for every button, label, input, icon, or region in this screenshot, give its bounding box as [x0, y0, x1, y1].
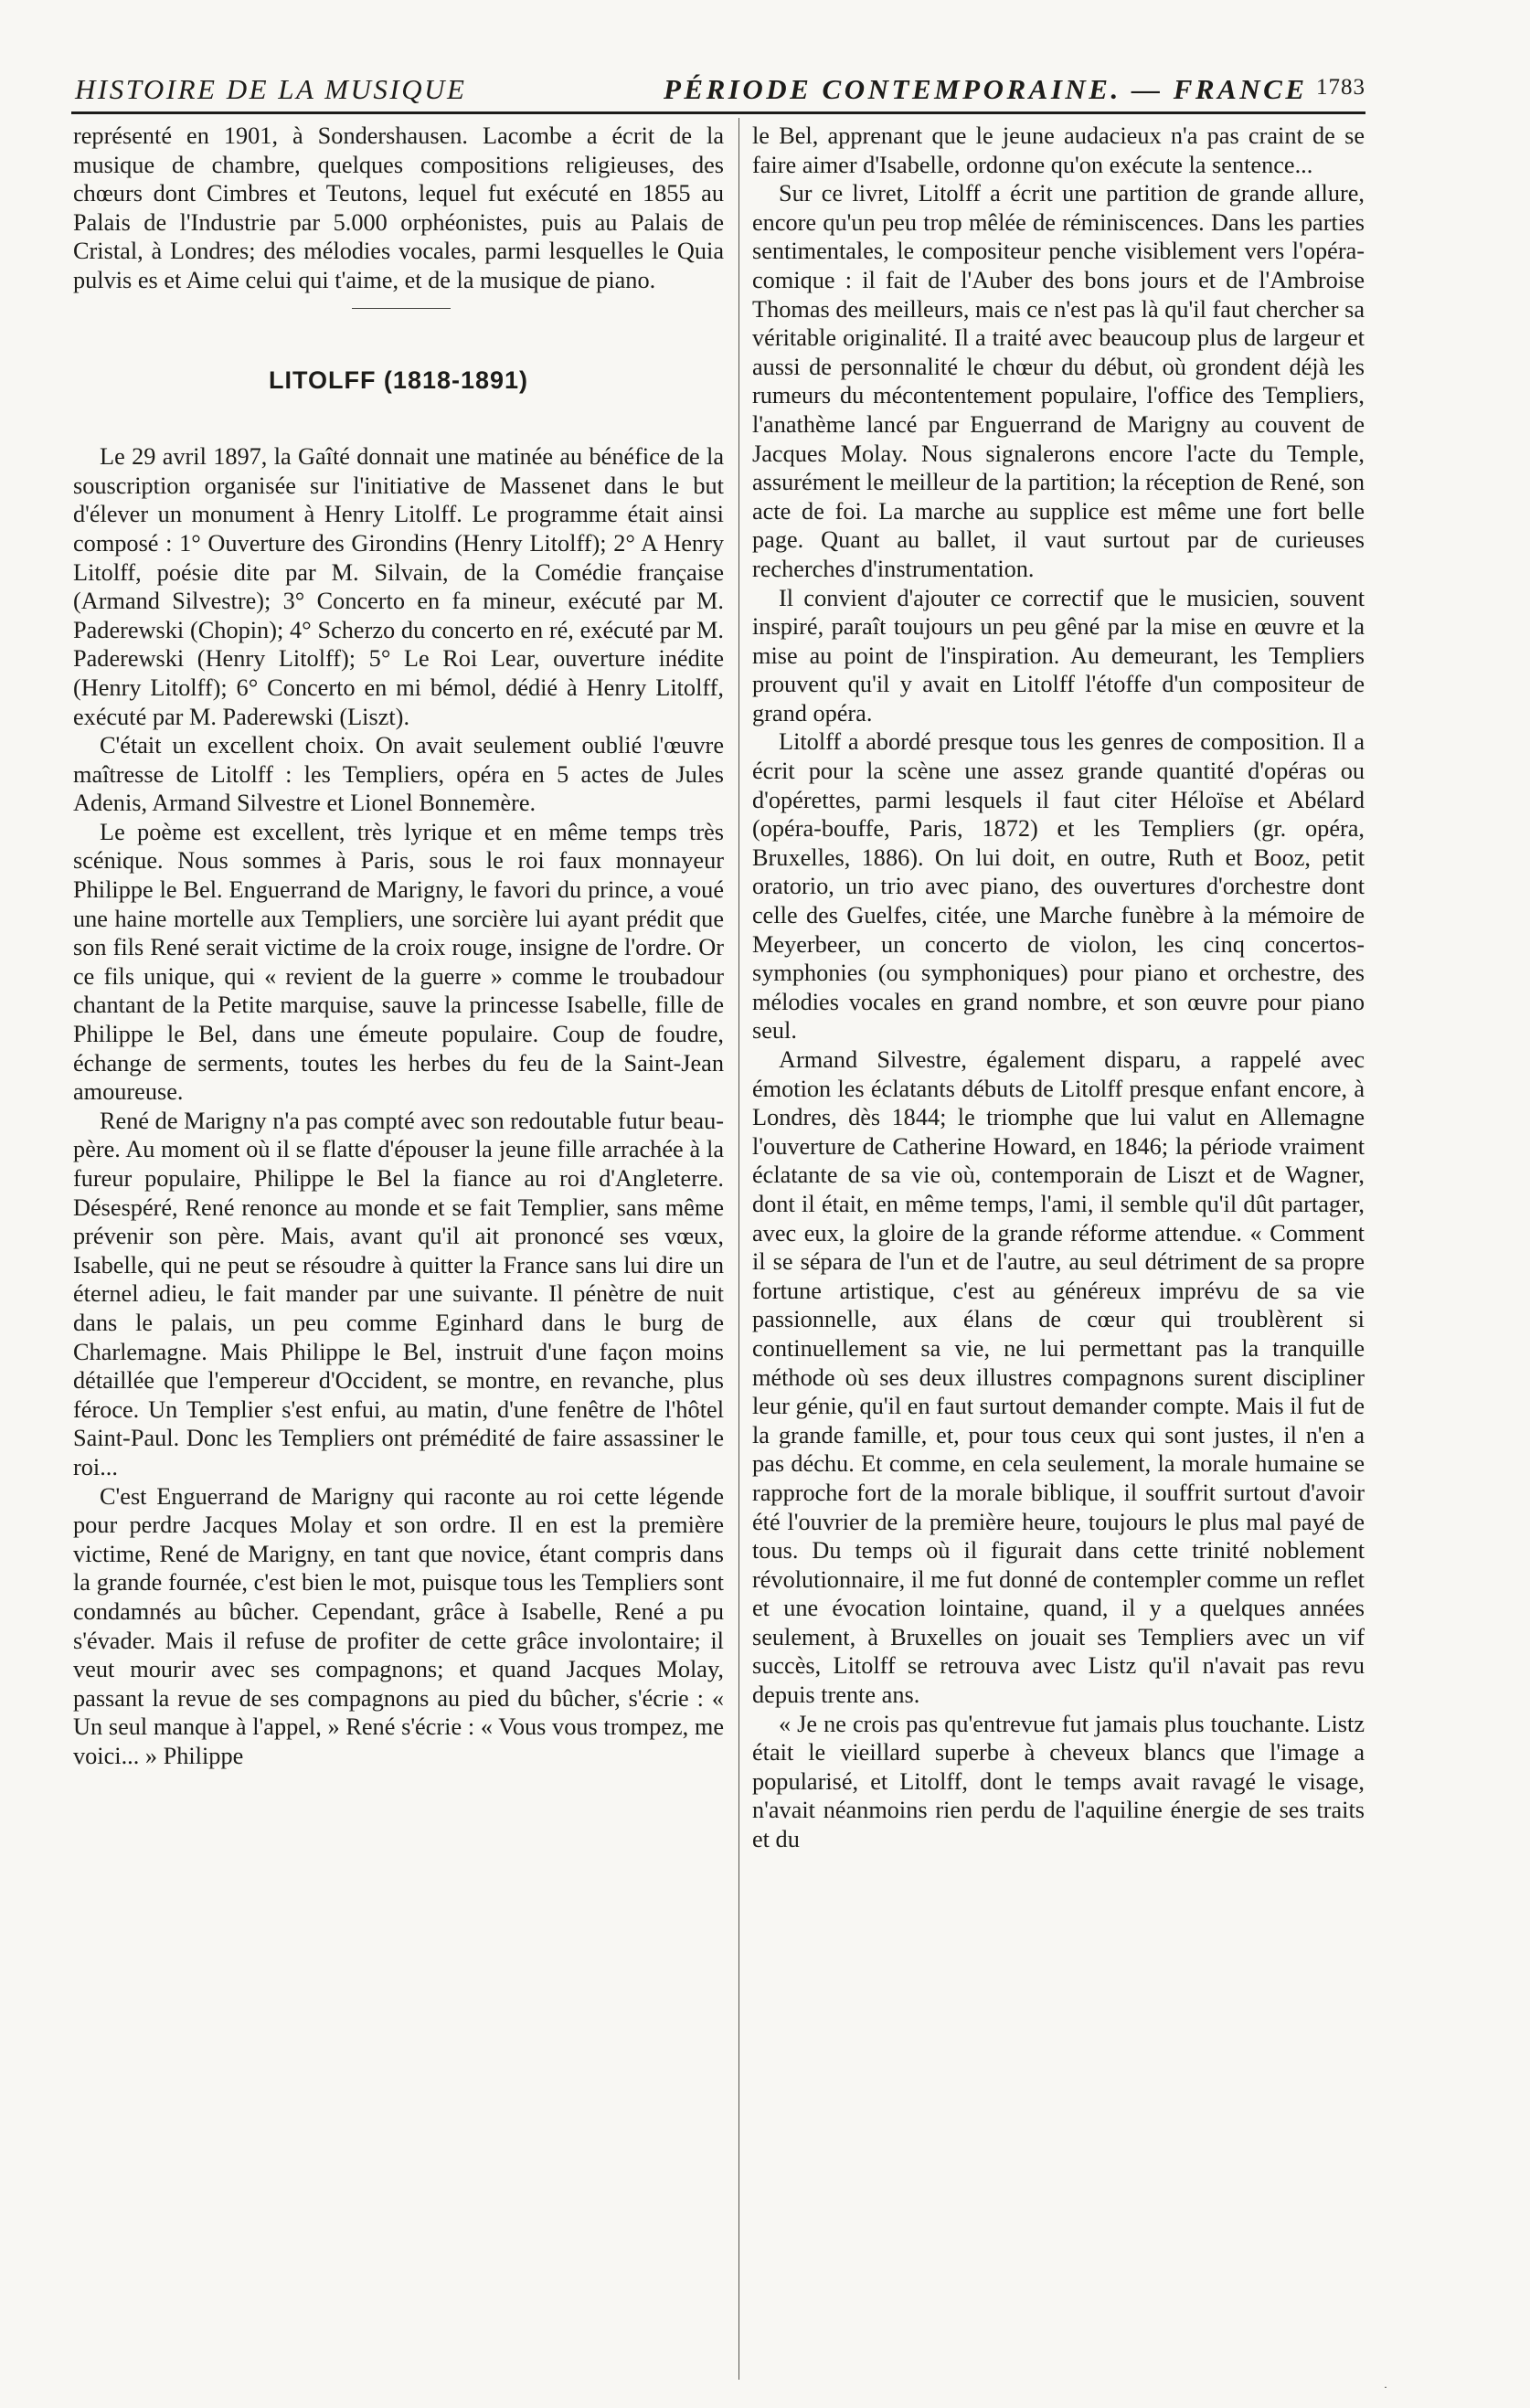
header-rule	[71, 111, 1365, 114]
paragraph: le Bel, apprenant que le jeune audacieux n'a pas craint de se faire aimer d'Isabelle, ordonne qu'on exécute la sentence...	[752, 122, 1365, 178]
column-divider	[738, 118, 739, 2380]
page-mark: ·	[1384, 2381, 1387, 2393]
paragraph: Le 29 avril 1897, la Gaîté donnait une matinée au bénéfice de la souscription organisée sur l'initiative de Massenet dans le but d'élever un monument à Henry Litolff. Le programme était ainsi composé : 1° Ouverture des Girondins (Henry Litolff); 2° A Henry Litolff, poésie dite par M. Silvain, de la Comédie française (Armand Silvestre); 3° Concerto en fa mineur, exécuté par M. Paderewski (Chopin); 4° Scherzo du concerto en ré, exécuté par M. Paderewski (Henry Litolff); 5° Le Roi Lear, ouverture inédite (Henry Litolff); 6° Concerto en mi bémol, dédié à Henry Litolff, exécuté par M. Paderewski (Liszt).	[73, 443, 724, 730]
paragraph: C'est Enguerrand de Marigny qui raconte au roi cette légende pour perdre Jacques Molay et son ordre. Il en est la première victime, René de Marigny, en tant que novice, étant compris dans la grande fournée, c'est bien le mot, puisque tous les Templiers sont condamnés au bûcher. Cependant, grâce à Isabelle, René a pu s'évader. Mais il refuse de profiter de cette grâce involontaire; il veut mourir avec ses compagnons; et quand Jacques Molay, passant la revue de ses compagnons au pied du bûcher, s'écrie : « Un seul manque à l'appel, » René s'écrie : « Vous vous trompez, me voici... » Philippe	[73, 1482, 724, 1769]
paragraph: Armand Silvestre, également disparu, a rappelé avec émotion les éclatants débuts de Litolff presque enfant encore, à Londres, dès 1844; le triomphe que lui valut en Allemagne l'ouverture de Catherine Howard, en 1846; la période vraiment éclatante de sa vie où, contemporain de Liszt et de Wagner, dont il était, en même temps, l'ami, il semble qu'il dût partager, avec eux, la gloire de la grande réforme attendue. « Comment il se sépara de l'un et de l'autre, au seul détriment de sa propre fortune artistique, c'est au généreux imprévu de sa vie passionnelle, aux élans de cœur qui troublèrent si continuellement sa vie, ne lui permettant pas la tranquille méthode où ses deux illustres compagnons surent discipliner leur génie, qu'il en faut surtout demander compte. Mais il fut de la grande famille, et, pour tous ceux qui sont justes, il n'en a pas déchu. Et comme, en cela seulement, la morale humaine se rapproche fort de la morale biblique, il souffrit surtout d'avoir été l'ouvrier de la première heure, toujours le plus mal payé de tous. Du temps où il figurait dans cette trinité noblement révolutionnaire, il me fut donné de contempler comme un reflet et une évocation lointaine, quand, il y a quelques années seulement, à Bruxelles on jouait ses Templiers avec un vif succès, Litolff se retrouva avec Listz qu'il n'avait pas revu depuis trente ans.	[752, 1046, 1365, 1709]
section-title: LITOLFF (1818-1891)	[268, 366, 529, 394]
paragraph: Sur ce livret, Litolff a écrit une partition de grande allure, encore qu'un peu trop mêlée de réminiscences. Dans les parties sentimentales, le compositeur penche visiblement vers l'opéra-comique : il fait de l'Auber des bons jours et de l'Ambroise Thomas des meilleurs, mais ce n'est pas là qu'il faut chercher sa véritable originalité. Il a traité avec beaucoup plus de largeur et aussi de personnalité le chœur du début, où grondent déjà les rumeurs du mécontentement populaire, l'office des Templiers, l'anathème lancé par Enguerrand de Marigny au couvent de Jacques Molay. Nous signalerons encore l'acte du Temple, assurément le meilleur de la partition; la réception de René, son acte de foi. La marche au supplice est même une fort belle page. Quant au ballet, il vaut surtout par de curieuses recherches d'instrumentation.	[752, 180, 1365, 582]
page-number: 1783	[1316, 75, 1365, 100]
paragraph: Il convient d'ajouter ce correctif que le musicien, souvent inspiré, paraît toujours un peu gêné par la mise en œuvre et la mise au point de l'inspiration. Au demeurant, les Templiers prouvent qu'il y avait en Litolff l'étoffe d'un compositeur de grand opéra.	[752, 584, 1365, 727]
paragraph-lacombe-end: représenté en 1901, à Sondershausen. Lacombe a écrit de la musique de chambre, quelques compositions religieuses, des chœurs dont Cimbres et Teutons, lequel fut exécuté en 1855 au Palais de l'Industrie par 5.000 orphéonistes, puis au Palais de Cristal, à Londres; des mélodies vocales, parmi lesquelles le Quia pulvis es et Aime celui qui t'aime, et de la musique de piano.	[73, 122, 724, 293]
header-book-title: HISTOIRE DE LA MUSIQUE	[75, 73, 467, 105]
paragraph: « Je ne crois pas qu'entrevue fut jamais plus touchante. Listz était le vieillard superbe à cheveux blancs que l'image a popularisé, et Litolff, dont le temps avait ravagé le visage, n'avait néanmoins rien perdu de l'aquiline énergie de ses traits et du	[752, 1710, 1365, 1853]
paragraph: Litolff a abordé presque tous les genres de composition. Il a écrit pour la scène une assez grande quantité d'opéras ou d'opérettes, parmi lesquels il faut citer Héloïse et Abélard (opéra-bouffe, Paris, 1872) et les Templiers (gr. opéra, Bruxelles, 1886). On lui doit, en outre, Ruth et Booz, petit oratorio, un trio avec piano, des ouvertures d'orchestre dont celle des Guelfes, citée, une Marche funèbre à la mémoire de Meyerbeer, un concerto de violon, les cinq concertos-symphonies (ou symphoniques) pour piano et orchestre, des mélodies vocales en grand nombre, et son œuvre pour piano seul.	[752, 728, 1365, 1045]
paragraph: Le poème est excellent, très lyrique et en même temps très scénique. Nous sommes à Paris, sous le roi faux monnayeur Philippe le Bel. Enguerrand de Marigny, le favori du prince, a voué une haine mortelle aux Templiers, une sorcière lui ayant prédit que son fils René serait victime de la croix rouge, insigne de l'ordre. Or ce fils unique, qui « revient de la guerre » comme le troubadour chantant de la Petite marquise, sauve la princesse Isabelle, fille de Philippe le Bel, dans une émeute populaire. Coup de foudre, échange de serments, toutes les herbes du feu de la Saint-Jean amoureuse.	[73, 818, 724, 1106]
paragraph: C'était un excellent choix. On avait seulement oublié l'œuvre maîtresse de Litolff : les Templiers, opéra en 5 actes de Jules Adenis, Armand Silvestre et Lionel Bonnemère.	[73, 732, 724, 817]
section-separator	[352, 308, 451, 309]
paragraph: René de Marigny n'a pas compté avec son redoutable futur beau-père. Au moment où il se flatte d'épouser la jeune fille arrachée à la fureur populaire, Philippe le Bel la fiance au roi d'Angleterre. Désespéré, René renonce au monde et se fait Templier, sans même prévenir son père. Mais, avant qu'il ait prononcé ses vœux, Isabelle, qui ne peut se résoudre à quitter la France sans lui dire un éternel adieu, le fait mander par une suivante. Il pénètre de nuit dans le palais, un peu comme Eginhard dans le burg de Charlemagne. Mais Philippe le Bel, instruit d'une façon moins détaillée que l'empereur d'Occident, se montre, en revanche, plus féroce. Un Templier s'est enfui, au matin, d'une fenêtre de l'hôtel Saint-Paul. Donc les Templiers ont prémédité de faire assassiner le roi...	[73, 1107, 724, 1480]
right-column	[752, 122, 1365, 1854]
header-section-title: PÉRIODE CONTEMPORAINE. — FRANCE	[664, 73, 1308, 105]
running-header	[71, 73, 1365, 113]
left-column	[73, 122, 724, 1770]
